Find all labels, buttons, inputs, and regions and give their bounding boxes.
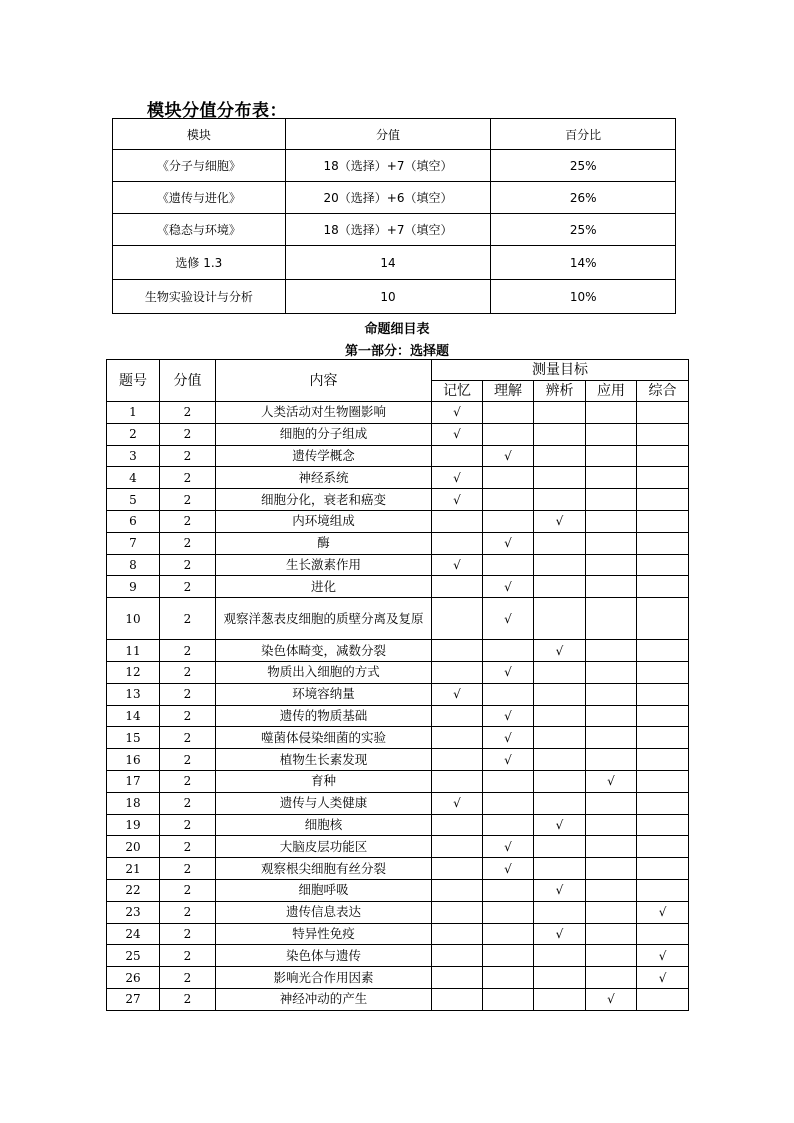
- question-score-cell: 2: [160, 683, 216, 705]
- question-number-cell: 6: [107, 510, 160, 532]
- table-row: [107, 923, 689, 945]
- check-mark-memory: √: [432, 554, 483, 576]
- table-row: [107, 814, 689, 836]
- empty-goal-cell: [534, 705, 586, 727]
- empty-goal-cell: [637, 445, 689, 467]
- table-row: [107, 445, 689, 467]
- score-cell: 20（选择）+6（填空）: [285, 182, 491, 214]
- empty-goal-cell: [637, 836, 689, 858]
- header-percent: 百分比: [491, 119, 676, 150]
- score-cell: 18（选择）+7（填空）: [285, 150, 491, 182]
- check-mark-discrimination: √: [534, 923, 586, 945]
- empty-goal-cell: [432, 836, 483, 858]
- empty-goal-cell: [586, 467, 637, 489]
- question-content-cell: 特异性免疫: [216, 923, 432, 945]
- question-content-cell: 遗传与人类健康: [216, 792, 432, 814]
- question-content-cell: 影响光合作用因素: [216, 967, 432, 989]
- question-score-cell: 2: [160, 423, 216, 445]
- question-number-cell: 14: [107, 705, 160, 727]
- empty-goal-cell: [534, 423, 586, 445]
- table-row: [107, 576, 689, 598]
- question-content-cell: 酶: [216, 532, 432, 554]
- empty-goal-cell: [534, 554, 586, 576]
- header-measurement-goal: 测量目标: [432, 360, 689, 381]
- table-row: [107, 510, 689, 532]
- empty-goal-cell: [534, 683, 586, 705]
- question-content-cell: 植物生长素发现: [216, 749, 432, 771]
- empty-goal-cell: [483, 879, 534, 901]
- question-number-cell: 25: [107, 945, 160, 967]
- empty-goal-cell: [534, 402, 586, 424]
- header-goal-memory: 记忆: [432, 381, 483, 402]
- detail-table-title: 命题细目表: [364, 322, 430, 337]
- empty-goal-cell: [637, 858, 689, 880]
- question-number-cell: 11: [107, 640, 160, 662]
- check-mark-memory: √: [432, 467, 483, 489]
- question-number-cell: 3: [107, 445, 160, 467]
- empty-goal-cell: [637, 814, 689, 836]
- question-content-cell: 进化: [216, 576, 432, 598]
- check-mark-memory: √: [432, 489, 483, 511]
- empty-goal-cell: [637, 598, 689, 640]
- question-number-cell: 8: [107, 554, 160, 576]
- question-score-cell: 2: [160, 901, 216, 923]
- table-row: [107, 402, 689, 424]
- module-cell: 《遗传与进化》: [113, 182, 286, 214]
- check-mark-understanding: √: [483, 836, 534, 858]
- header-score: 分值: [285, 119, 491, 150]
- table-header-row: [107, 360, 689, 381]
- empty-goal-cell: [534, 598, 586, 640]
- empty-goal-cell: [483, 923, 534, 945]
- table-header-row: [113, 119, 676, 150]
- question-score-cell: 2: [160, 879, 216, 901]
- question-score-cell: 2: [160, 598, 216, 640]
- table-row: [113, 150, 676, 182]
- question-number-cell: 26: [107, 967, 160, 989]
- question-content-cell: 环境容纳量: [216, 683, 432, 705]
- question-number-cell: 7: [107, 532, 160, 554]
- empty-goal-cell: [586, 836, 637, 858]
- empty-goal-cell: [534, 467, 586, 489]
- table-row: [113, 214, 676, 246]
- empty-goal-cell: [483, 814, 534, 836]
- empty-goal-cell: [432, 814, 483, 836]
- check-mark-synthesis: √: [637, 945, 689, 967]
- empty-goal-cell: [586, 858, 637, 880]
- check-mark-understanding: √: [483, 532, 534, 554]
- question-score-cell: 2: [160, 640, 216, 662]
- empty-goal-cell: [586, 945, 637, 967]
- table-row: [107, 858, 689, 880]
- empty-goal-cell: [586, 532, 637, 554]
- empty-goal-cell: [534, 836, 586, 858]
- empty-goal-cell: [432, 576, 483, 598]
- question-number-cell: 20: [107, 836, 160, 858]
- empty-goal-cell: [637, 510, 689, 532]
- question-score-cell: 2: [160, 467, 216, 489]
- empty-goal-cell: [637, 770, 689, 792]
- empty-goal-cell: [432, 967, 483, 989]
- table-row: [107, 792, 689, 814]
- check-mark-memory: √: [432, 402, 483, 424]
- question-content-cell: 生长激素作用: [216, 554, 432, 576]
- empty-goal-cell: [586, 598, 637, 640]
- empty-goal-cell: [534, 576, 586, 598]
- check-mark-understanding: √: [483, 858, 534, 880]
- empty-goal-cell: [432, 923, 483, 945]
- empty-goal-cell: [586, 879, 637, 901]
- empty-goal-cell: [534, 967, 586, 989]
- question-content-cell: 细胞的分子组成: [216, 423, 432, 445]
- question-number-cell: 22: [107, 879, 160, 901]
- empty-goal-cell: [586, 402, 637, 424]
- table-row: [113, 246, 676, 280]
- check-mark-synthesis: √: [637, 967, 689, 989]
- percent-cell: 25%: [491, 214, 676, 246]
- table-row: [107, 836, 689, 858]
- check-mark-understanding: √: [483, 598, 534, 640]
- empty-goal-cell: [483, 967, 534, 989]
- empty-goal-cell: [586, 683, 637, 705]
- percent-cell: 25%: [491, 150, 676, 182]
- question-score-cell: 2: [160, 576, 216, 598]
- header-goal-synthesis: 综合: [637, 381, 689, 402]
- question-score-cell: 2: [160, 923, 216, 945]
- check-mark-memory: √: [432, 792, 483, 814]
- question-number-cell: 23: [107, 901, 160, 923]
- empty-goal-cell: [432, 661, 483, 683]
- empty-goal-cell: [637, 923, 689, 945]
- empty-goal-cell: [637, 683, 689, 705]
- question-score-cell: 2: [160, 836, 216, 858]
- question-content-cell: 观察根尖细胞有丝分裂: [216, 858, 432, 880]
- question-score-cell: 2: [160, 705, 216, 727]
- check-mark-understanding: √: [483, 727, 534, 749]
- empty-goal-cell: [432, 640, 483, 662]
- empty-goal-cell: [534, 749, 586, 771]
- empty-goal-cell: [432, 945, 483, 967]
- empty-goal-cell: [432, 879, 483, 901]
- question-number-cell: 19: [107, 814, 160, 836]
- empty-goal-cell: [432, 445, 483, 467]
- table-row: [107, 640, 689, 662]
- header-content: 内容: [216, 360, 432, 402]
- empty-goal-cell: [432, 532, 483, 554]
- question-number-cell: 2: [107, 423, 160, 445]
- empty-goal-cell: [483, 489, 534, 511]
- table-row: [107, 661, 689, 683]
- empty-goal-cell: [483, 988, 534, 1010]
- table-row: [113, 280, 676, 314]
- question-number-cell: 16: [107, 749, 160, 771]
- empty-goal-cell: [586, 554, 637, 576]
- empty-goal-cell: [637, 423, 689, 445]
- question-score-cell: 2: [160, 661, 216, 683]
- question-number-cell: 12: [107, 661, 160, 683]
- table-row: [107, 988, 689, 1010]
- module-cell: 《稳态与环境》: [113, 214, 286, 246]
- empty-goal-cell: [432, 988, 483, 1010]
- question-number-cell: 24: [107, 923, 160, 945]
- empty-goal-cell: [534, 792, 586, 814]
- check-mark-discrimination: √: [534, 879, 586, 901]
- empty-goal-cell: [432, 727, 483, 749]
- table-row: [107, 967, 689, 989]
- score-cell: 14: [285, 246, 491, 280]
- empty-goal-cell: [534, 770, 586, 792]
- question-number-cell: 10: [107, 598, 160, 640]
- empty-goal-cell: [637, 988, 689, 1010]
- header-goal-application: 应用: [586, 381, 637, 402]
- empty-goal-cell: [432, 770, 483, 792]
- question-score-cell: 2: [160, 402, 216, 424]
- empty-goal-cell: [637, 705, 689, 727]
- check-mark-understanding: √: [483, 661, 534, 683]
- empty-goal-cell: [586, 792, 637, 814]
- question-content-cell: 神经冲动的产生: [216, 988, 432, 1010]
- question-content-cell: 噬菌体侵染细菌的实验: [216, 727, 432, 749]
- question-content-cell: 细胞分化，衰老和癌变: [216, 489, 432, 511]
- empty-goal-cell: [637, 879, 689, 901]
- module-score-distribution-table: [112, 118, 676, 314]
- empty-goal-cell: [483, 901, 534, 923]
- empty-goal-cell: [586, 640, 637, 662]
- check-mark-understanding: √: [483, 705, 534, 727]
- table-row: [107, 598, 689, 640]
- empty-goal-cell: [534, 489, 586, 511]
- table-row: [107, 727, 689, 749]
- empty-goal-cell: [432, 705, 483, 727]
- question-score-cell: 2: [160, 858, 216, 880]
- empty-goal-cell: [432, 858, 483, 880]
- empty-goal-cell: [586, 967, 637, 989]
- empty-goal-cell: [483, 402, 534, 424]
- table-row: [107, 770, 689, 792]
- question-number-cell: 5: [107, 489, 160, 511]
- empty-goal-cell: [483, 792, 534, 814]
- empty-goal-cell: [534, 988, 586, 1010]
- question-score-cell: 2: [160, 770, 216, 792]
- table-row: [107, 945, 689, 967]
- check-mark-memory: √: [432, 683, 483, 705]
- empty-goal-cell: [586, 510, 637, 532]
- empty-goal-cell: [586, 901, 637, 923]
- question-number-cell: 21: [107, 858, 160, 880]
- empty-goal-cell: [586, 814, 637, 836]
- question-content-cell: 细胞核: [216, 814, 432, 836]
- check-mark-understanding: √: [483, 749, 534, 771]
- module-cell: 选修 1.3: [113, 246, 286, 280]
- question-score-cell: 2: [160, 814, 216, 836]
- table-row: [107, 423, 689, 445]
- distribution-table-title: 模块分值分布表：: [147, 101, 287, 121]
- empty-goal-cell: [637, 554, 689, 576]
- question-content-cell: 神经系统: [216, 467, 432, 489]
- table-row: [107, 467, 689, 489]
- question-number-cell: 1: [107, 402, 160, 424]
- question-content-cell: 内环境组成: [216, 510, 432, 532]
- table-row: [107, 532, 689, 554]
- question-score-cell: 2: [160, 792, 216, 814]
- check-mark-understanding: √: [483, 445, 534, 467]
- table-row: [113, 182, 676, 214]
- table-row: [107, 879, 689, 901]
- question-content-cell: 遗传信息表达: [216, 901, 432, 923]
- check-mark-discrimination: √: [534, 640, 586, 662]
- empty-goal-cell: [483, 640, 534, 662]
- percent-cell: 14%: [491, 246, 676, 280]
- empty-goal-cell: [586, 705, 637, 727]
- question-score-cell: 2: [160, 489, 216, 511]
- question-content-cell: 观察洋葱表皮细胞的质壁分离及复原: [216, 598, 432, 640]
- question-number-cell: 13: [107, 683, 160, 705]
- question-score-cell: 2: [160, 967, 216, 989]
- check-mark-memory: √: [432, 423, 483, 445]
- detail-table-subtitle: 第一部分：选择题: [344, 344, 449, 359]
- check-mark-discrimination: √: [534, 814, 586, 836]
- header-question-number: 题号: [107, 360, 160, 402]
- table-row: [107, 901, 689, 923]
- empty-goal-cell: [637, 576, 689, 598]
- check-mark-discrimination: √: [534, 510, 586, 532]
- empty-goal-cell: [432, 749, 483, 771]
- empty-goal-cell: [637, 749, 689, 771]
- empty-goal-cell: [483, 770, 534, 792]
- question-number-cell: 4: [107, 467, 160, 489]
- empty-goal-cell: [432, 510, 483, 532]
- empty-goal-cell: [483, 510, 534, 532]
- empty-goal-cell: [637, 402, 689, 424]
- question-number-cell: 18: [107, 792, 160, 814]
- question-score-cell: 2: [160, 727, 216, 749]
- module-cell: 生物实验设计与分析: [113, 280, 286, 314]
- question-score-cell: 2: [160, 532, 216, 554]
- question-content-cell: 大脑皮层功能区: [216, 836, 432, 858]
- table-row: [107, 489, 689, 511]
- empty-goal-cell: [534, 661, 586, 683]
- check-mark-synthesis: √: [637, 901, 689, 923]
- empty-goal-cell: [432, 598, 483, 640]
- score-cell: 10: [285, 280, 491, 314]
- empty-goal-cell: [432, 901, 483, 923]
- check-mark-understanding: √: [483, 576, 534, 598]
- question-number-cell: 17: [107, 770, 160, 792]
- question-content-cell: 物质出入细胞的方式: [216, 661, 432, 683]
- percent-cell: 26%: [491, 182, 676, 214]
- table-row: [107, 705, 689, 727]
- header-score: 分值: [160, 360, 216, 402]
- header-module: 模块: [113, 119, 286, 150]
- question-score-cell: 2: [160, 510, 216, 532]
- header-goal-discrimination: 辨析: [534, 381, 586, 402]
- empty-goal-cell: [637, 532, 689, 554]
- empty-goal-cell: [586, 445, 637, 467]
- question-number-cell: 15: [107, 727, 160, 749]
- check-mark-application: √: [586, 770, 637, 792]
- score-cell: 18（选择）+7（填空）: [285, 214, 491, 246]
- question-score-cell: 2: [160, 554, 216, 576]
- empty-goal-cell: [586, 423, 637, 445]
- question-content-cell: 细胞呼吸: [216, 879, 432, 901]
- question-content-cell: 遗传的物质基础: [216, 705, 432, 727]
- empty-goal-cell: [637, 727, 689, 749]
- empty-goal-cell: [534, 901, 586, 923]
- question-score-cell: 2: [160, 988, 216, 1010]
- empty-goal-cell: [586, 576, 637, 598]
- empty-goal-cell: [637, 489, 689, 511]
- table-row: [107, 749, 689, 771]
- empty-goal-cell: [483, 467, 534, 489]
- header-goal-understanding: 理解: [483, 381, 534, 402]
- empty-goal-cell: [534, 945, 586, 967]
- percent-cell: 10%: [491, 280, 676, 314]
- empty-goal-cell: [586, 727, 637, 749]
- empty-goal-cell: [483, 423, 534, 445]
- question-score-cell: 2: [160, 945, 216, 967]
- question-content-cell: 遗传学概念: [216, 445, 432, 467]
- question-score-cell: 2: [160, 749, 216, 771]
- check-mark-application: √: [586, 988, 637, 1010]
- table-row: [107, 683, 689, 705]
- empty-goal-cell: [534, 858, 586, 880]
- empty-goal-cell: [483, 554, 534, 576]
- empty-goal-cell: [586, 923, 637, 945]
- empty-goal-cell: [483, 945, 534, 967]
- empty-goal-cell: [534, 532, 586, 554]
- question-content-cell: 染色体与遗传: [216, 945, 432, 967]
- question-number-cell: 27: [107, 988, 160, 1010]
- question-number-cell: 9: [107, 576, 160, 598]
- empty-goal-cell: [637, 792, 689, 814]
- question-content-cell: 育种: [216, 770, 432, 792]
- empty-goal-cell: [534, 727, 586, 749]
- question-detail-table: [106, 359, 689, 1011]
- empty-goal-cell: [586, 489, 637, 511]
- question-content-cell: 人类活动对生物圈影响: [216, 402, 432, 424]
- empty-goal-cell: [637, 661, 689, 683]
- question-content-cell: 染色体畸变，减数分裂: [216, 640, 432, 662]
- empty-goal-cell: [483, 683, 534, 705]
- empty-goal-cell: [534, 445, 586, 467]
- empty-goal-cell: [637, 467, 689, 489]
- empty-goal-cell: [586, 661, 637, 683]
- question-score-cell: 2: [160, 445, 216, 467]
- table-row: [107, 554, 689, 576]
- empty-goal-cell: [586, 749, 637, 771]
- module-cell: 《分子与细胞》: [113, 150, 286, 182]
- empty-goal-cell: [637, 640, 689, 662]
